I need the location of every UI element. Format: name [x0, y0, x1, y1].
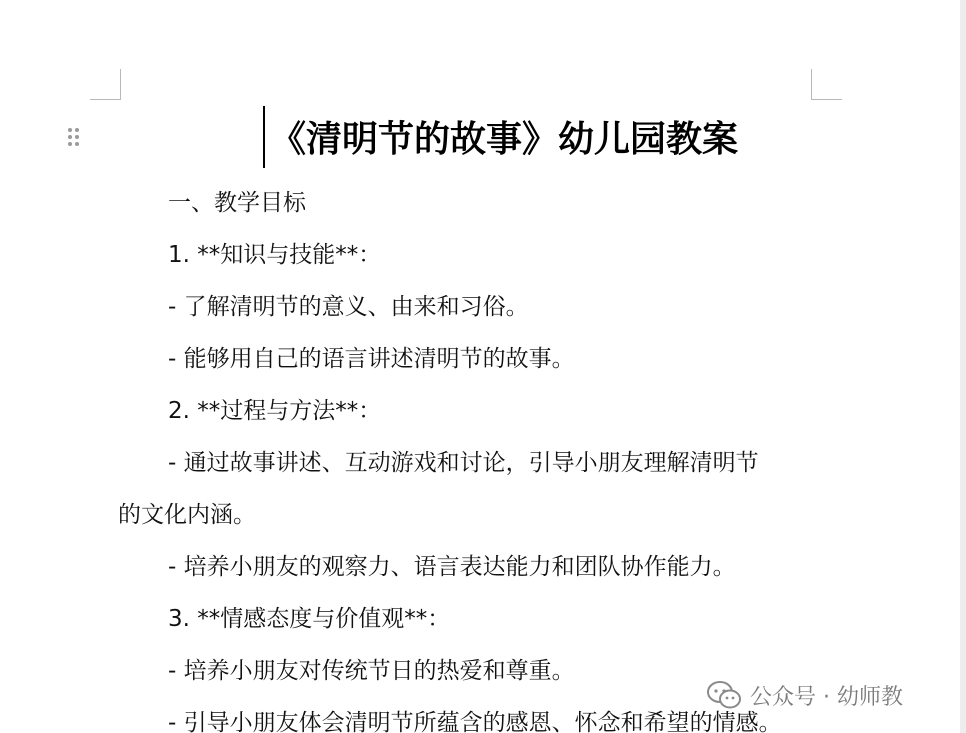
paragraph[interactable]: - 了解清明节的意义、由来和习俗。	[168, 294, 529, 320]
drag-handle-icon[interactable]	[67, 127, 81, 147]
paragraph[interactable]: 1. **知识与技能**：	[168, 242, 382, 268]
paragraph[interactable]: 3. **情感态度与价值观**：	[168, 606, 451, 632]
paragraph[interactable]: 的文化内涵。	[118, 502, 256, 528]
paragraph[interactable]: 一、教学目标	[168, 190, 306, 216]
paragraph[interactable]: - 培养小朋友对传统节日的热爱和尊重。	[168, 658, 575, 684]
paragraph[interactable]: - 通过故事讲述、互动游戏和讨论，引导小朋友理解清明节	[168, 450, 759, 476]
watermark	[706, 677, 903, 713]
page-margin-corner-top-left	[90, 69, 121, 100]
watermark-text: 公众号 · 幼师教	[750, 684, 903, 710]
text-cursor	[263, 106, 265, 168]
wechat-icon	[706, 680, 742, 710]
document-title[interactable]: 《清明节的故事》幼儿园教案	[270, 119, 739, 160]
paragraph[interactable]: 2. **过程与方法**：	[168, 398, 382, 424]
page-margin-corner-top-right	[811, 69, 842, 100]
scrollbar-track[interactable]	[960, 0, 966, 733]
paragraph[interactable]: - 能够用自己的语言讲述清明节的故事。	[168, 346, 575, 372]
paragraph[interactable]: - 培养小朋友的观察力、语言表达能力和团队协作能力。	[168, 554, 736, 580]
paragraph[interactable]: - 引导小朋友体会清明节所蕴含的感恩、怀念和希望的情感。	[168, 710, 782, 733]
